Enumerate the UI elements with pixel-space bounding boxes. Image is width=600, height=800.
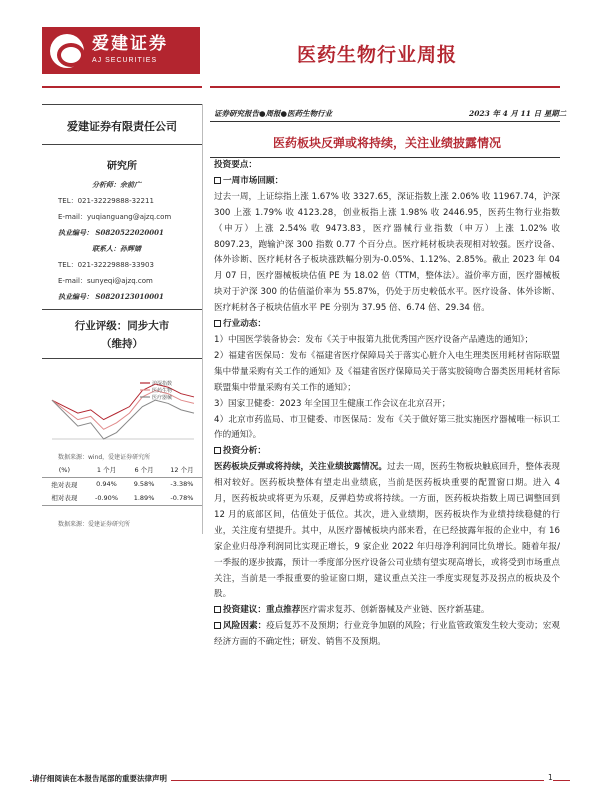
table-cell: -3.38% <box>170 480 194 489</box>
paragraph-lead: 重点推荐 <box>265 605 301 616</box>
sidebar-divider <box>42 104 202 105</box>
section-heading: 投资要点： <box>214 160 257 170</box>
paragraph-lead: 医药板块反弹或将持续，关注业绩披露情况。 <box>214 462 388 473</box>
sidebar-divider <box>42 358 202 359</box>
paragraph: 过去一周，上证综指上涨 1.67% 收 3327.65，深证指数上涨 2.06% 收 11967.74，沪深 300 上涨 1.79% 收 4123.28，创业板指上涨 1.98% 收 2446.95，医药生物行业指数（申万）上涨 2.54% 收 9473.83，医疗器械行业指数（申万）上涨 1.02% 收 8097.23，跑输沪深 300 指数 0.77 个百分点。医疗耗材板块表现相对较强。医疗设备、体外诊断、医疗耗材各子板块涨跌幅分别为-0.05%、1.12%、2.85%。截止 2023 年 04 月 07 日，医疗器械板块估值 PE 为 18.02 倍（TTM，整体法）。溢价率方面，医疗器械板块对于沪深 300 的估值溢价率为 55.87%，仍处于历史較低水平。医疗设备、体外诊断、医疗耗材各子板块估值水平 PE 分别为 37.95 倍、6.74 倍、29.34 倍。 <box>214 191 560 314</box>
analyst-tel: TEL：021-32229888-32211 <box>58 197 154 205</box>
table-cell: 9.58% <box>133 480 155 489</box>
column-divider <box>202 104 203 534</box>
list-item: 3）国家卫健委：2023 年全国卫生健康工作会议在北京召开； <box>214 398 451 409</box>
table-source: 数据来源：爱建证券研究所 <box>58 521 131 528</box>
logo-name-cn: 爱建证券 <box>92 34 168 55</box>
rating-label: 行业评级：同步大市 <box>74 320 170 332</box>
title-divider <box>210 121 560 122</box>
chart-source: 数据来源：wind，爱建证券研究所 <box>58 454 151 461</box>
performance-chart <box>48 378 198 447</box>
paragraph <box>214 460 560 603</box>
industry-rating <box>42 317 202 353</box>
analyst-name: 分析师：余前广 <box>92 180 141 189</box>
checkbox-icon <box>214 622 221 629</box>
section-heading: 行业动态： <box>214 317 560 333</box>
row-label: 绝对表现 <box>51 480 78 489</box>
table-cell: 0.94% <box>96 480 117 489</box>
list-item: 4）北京市药监局、市卫健委、市医保局：发布《关于做好第三批实施医疗器械唯一标识工作的通知》。 <box>214 414 560 441</box>
section-heading: 投资分析： <box>214 444 560 460</box>
table-header-cell: 12 个月 <box>170 466 194 475</box>
performance-table <box>42 463 202 506</box>
contact-tel: TEL：021-32229888-33903 <box>58 261 154 269</box>
table-cell: 1.89% <box>133 493 155 502</box>
section-heading: 风险因素： <box>223 621 267 632</box>
sidebar-divider <box>42 144 202 145</box>
section-heading: 一周市场回顾： <box>214 174 560 190</box>
rating-note: （维持） <box>101 338 143 350</box>
checkbox-icon <box>214 606 221 613</box>
table-cell: -0.78% <box>170 493 194 502</box>
paragraph <box>214 619 560 651</box>
legend-label: 医药生物 <box>152 388 173 394</box>
report-series-title: 医药生物行业周报 <box>297 44 458 66</box>
report-type: 证券研究报告●周报●医药生物行业 <box>214 109 333 118</box>
checkbox-icon <box>214 177 221 184</box>
list-item: 2）福建省医保局：发布《福建省医疗保障局关于落实心脏介入电生理类医用耗材省际联盟集中带量采购有关工作的通知》及《福建省医疗保障局关于落实胶镜吻合器类医用耗材省际联盟集中带量采购有关工作的通知》； <box>214 350 560 393</box>
table-row <box>42 477 202 491</box>
header-divider-left <box>42 86 202 88</box>
report-date: 2023 年 4 月 11 日 星期二 <box>469 109 567 118</box>
sidebar-divider <box>42 309 202 310</box>
paragraph <box>214 603 560 619</box>
series-line <box>52 384 194 420</box>
table-header-cell: 1 个月 <box>96 466 117 475</box>
checkbox-icon <box>214 320 221 327</box>
footer-disclaimer[interactable]: 请仔细阅读在本报告尾部的重要法律声明 <box>32 773 171 784</box>
table-row <box>42 491 202 505</box>
company-name: 爱建证券有限责任公司 <box>67 120 177 133</box>
paragraph-text: 疫后复苏不及预期；行业竞争加剧的风险；行业监管政策发生较大变动；宏观经济方面的不确定性；研发、销售不及预期。 <box>214 621 560 648</box>
logo-mark-icon <box>50 34 84 68</box>
brand-logo <box>42 27 200 74</box>
table-header-row <box>42 463 202 477</box>
contact-cert: 执业编号： S0820123010001 <box>58 292 164 301</box>
checkbox-icon <box>214 447 221 454</box>
paragraph-text: 医疗需求复苏、创新器械及产业链、医疗新基建。 <box>300 605 490 616</box>
report-title: 医药板块反弹或将持续，关注业绩披露情况 <box>272 136 501 150</box>
analyst-cert: 执业编号： S0820522020001 <box>58 228 164 237</box>
series-line <box>52 400 194 439</box>
table-header-cell: 6 个月 <box>134 466 154 475</box>
report-body <box>214 158 560 651</box>
table-cell: -0.90% <box>95 493 118 502</box>
analyst-email[interactable]: E-mail：yuqianguang@ajzq.com <box>58 213 172 221</box>
contact-email[interactable]: E-mail：sunyeqi@ajzq.com <box>58 277 153 285</box>
paragraph-text: 过去一周，医药生物板块触底回升，整体表现相对较好。医药板块整体有望走出业绩底，当前是医药板块重要的配置窗口期。进入 4 月，医药板块或将更为乐观，反弹趋势或将持续。一方面，医药板块指数上周已调整回到 12 月的底部区间，估值处于低位。其次，进入业绩期，医药板块作为业绩持续稳健的行业，关注度有望提升。其中，从医疗器械板块内部来看，在已经披露年报的企业中，有 16 家企业归母净利润同比实现正增长，9 家企业 2022 年归母净利润同比负增长。随着年报/一季报的逐步披露，预计一季度部分医疗设备公司业绩有望实现高增长，或将受到市场重点关注，当前是一季报重要的验证窗口期，建议重点关注一季度实现复苏及拐点的板块及个股。 <box>214 462 560 600</box>
legend-label: 沪深指数 <box>152 381 173 387</box>
section-heading: 投资建议： <box>223 605 266 616</box>
contact-name: 联系人：孙辉婧 <box>92 244 141 253</box>
table-header-cell: (%) <box>58 465 70 474</box>
department: 研究所 <box>107 161 137 172</box>
logo-name-en: AJ SECURITIES <box>92 57 158 65</box>
list-item: 1）中国医学装备协会：发布《关于申报第九批优秀国产医疗设备产品遴选的通知》； <box>214 334 534 345</box>
header-divider <box>210 86 560 88</box>
page-number: 1 <box>544 773 553 782</box>
legend-label: 医疗器械 <box>152 395 173 401</box>
row-label: 相对表现 <box>51 494 78 503</box>
